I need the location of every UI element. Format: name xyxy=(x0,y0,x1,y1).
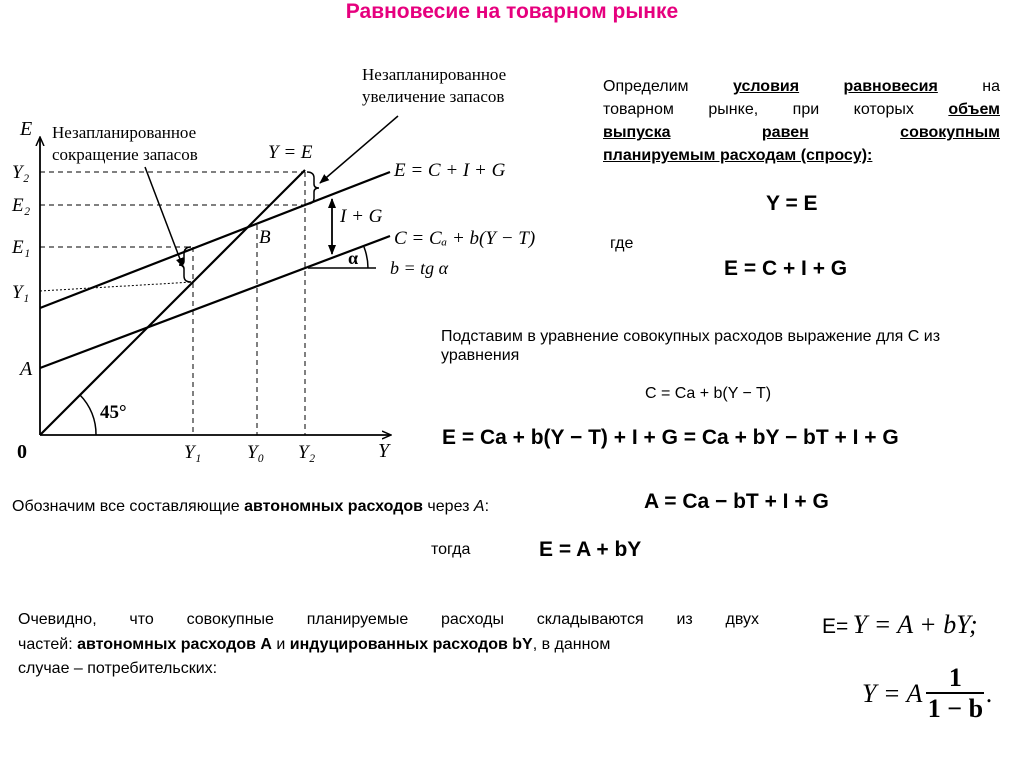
bottom-part: и xyxy=(271,636,290,653)
bottom-part-bold: автономных расходов A xyxy=(77,636,272,653)
arrow-decrease xyxy=(145,167,183,267)
intro-line-4: планируемым расходам (спросу): xyxy=(603,147,873,164)
formula-2-end: . xyxy=(986,679,993,708)
label-axis-y: Y xyxy=(378,440,390,462)
label-e-total: E = C + I + G xyxy=(394,160,506,181)
autonomous-text-c: через xyxy=(422,498,474,515)
equation-e-sum: E = C + I + G xyxy=(724,257,848,280)
label-45: 45° xyxy=(100,402,127,423)
label-alpha: α xyxy=(348,248,359,268)
intro-word: условия xyxy=(732,78,800,95)
guide-y1 xyxy=(40,282,193,291)
label-axis-e: E xyxy=(20,118,33,140)
equation-a: A = Ca − bT + I + G xyxy=(644,490,829,513)
formula-2-fraction xyxy=(926,664,984,724)
label-y-eq-e: Y = E xyxy=(268,142,313,163)
intro-word: на xyxy=(982,78,1000,95)
intro-word: выпуска xyxy=(603,124,671,141)
autonomous-text-d: A xyxy=(473,498,485,515)
formula-2-numerator: 1 xyxy=(948,663,962,692)
formula-2-lhs: Y = A xyxy=(862,679,923,708)
bottom-word: расходы xyxy=(440,611,504,628)
intro-word: равновесия xyxy=(843,78,938,95)
formula-2 xyxy=(862,664,993,724)
line-c xyxy=(40,236,390,368)
label-i-g: I + G xyxy=(340,206,383,227)
tick-y-3: Y₁ xyxy=(12,282,30,303)
tick-x-1: Y₀ xyxy=(247,442,265,463)
intro-word: совокупным xyxy=(900,124,1000,141)
bottom-part-bold: индуцированных расходов bY xyxy=(289,636,533,653)
bottom-part: частей: xyxy=(18,636,78,653)
bottom-word: совокупные xyxy=(186,611,274,628)
intro-word: товарном xyxy=(603,101,674,118)
bottom-line-2 xyxy=(18,635,610,654)
autonomous-text-e: : xyxy=(484,498,490,515)
bottom-word: что xyxy=(129,611,154,628)
angle-45-arc xyxy=(80,395,96,435)
bottom-word: двух xyxy=(725,611,759,628)
label-gde: где xyxy=(610,235,634,252)
intro-word: равен xyxy=(761,124,809,141)
alpha-arc xyxy=(364,247,368,268)
intro-word: объем xyxy=(948,101,1000,118)
autonomous-text xyxy=(12,497,489,516)
tick-x-0: Y₁ xyxy=(184,442,202,463)
page-title: Равновесие на товарном рынке xyxy=(345,0,679,23)
intro-line-2 xyxy=(603,100,1000,119)
bottom-line-1 xyxy=(18,610,759,629)
tick-x-2: Y₂ xyxy=(298,442,316,463)
c-equation: C = Ca + b(Y − T) xyxy=(645,385,772,402)
equation-e-a-by: E = A + bY xyxy=(539,538,642,561)
label-point-b: B xyxy=(259,227,271,248)
bottom-word: Очевидно, xyxy=(18,611,97,628)
intro-line-3 xyxy=(603,123,1000,142)
bottom-line-3: случае – потребительских: xyxy=(18,660,218,677)
bottom-word: складываются xyxy=(536,611,644,628)
formula-y-a-by: Y = A + bY; xyxy=(852,610,978,639)
intro-word: рынке, xyxy=(708,101,759,118)
annot-increase-line2: увеличение запасов xyxy=(362,87,505,106)
label-togda: тогда xyxy=(431,541,471,558)
intro-line-1 xyxy=(603,77,1000,96)
label-c-eq: C = Cₐ + b(Y − T) xyxy=(394,228,536,249)
label-origin: 0 xyxy=(17,441,27,463)
annot-increase-line1: Незапланированное xyxy=(362,65,507,84)
formula-2-denominator: 1 − b xyxy=(927,694,984,723)
bottom-word: планируемые xyxy=(306,611,409,628)
formula-e-prefix: E= xyxy=(822,615,849,638)
tick-y-2: E₁ xyxy=(12,237,31,258)
intro-word: которых xyxy=(853,101,914,118)
tick-y-0: Y₂ xyxy=(12,162,30,183)
label-b-tg: b = tg α xyxy=(390,258,449,278)
tick-y-1: E₂ xyxy=(12,195,31,216)
annot-decrease-line1: Незапланированное xyxy=(52,123,197,142)
formula-1 xyxy=(822,610,978,640)
equation-y-eq-e: Y = E xyxy=(766,192,818,215)
autonomous-text-b: автономных расходов xyxy=(244,498,423,515)
equilibrium-diagram xyxy=(0,50,600,470)
bottom-part: , в данном xyxy=(532,636,611,653)
intro-word: при xyxy=(792,101,820,118)
bottom-word: из xyxy=(676,611,693,628)
intro-word: Определим xyxy=(603,78,689,95)
substitute-text: Подставим в уравнение совокупных расходов выражение для C из уравнения xyxy=(441,328,941,364)
autonomous-text-a: Обозначим все составляющие xyxy=(12,498,245,515)
big-equation: E = Ca + b(Y − T) + I + G = Ca + bY − bT + I + G xyxy=(442,426,899,449)
annot-decrease-line2: сокращение запасов xyxy=(52,145,198,164)
label-a-intercept: A xyxy=(20,358,33,380)
